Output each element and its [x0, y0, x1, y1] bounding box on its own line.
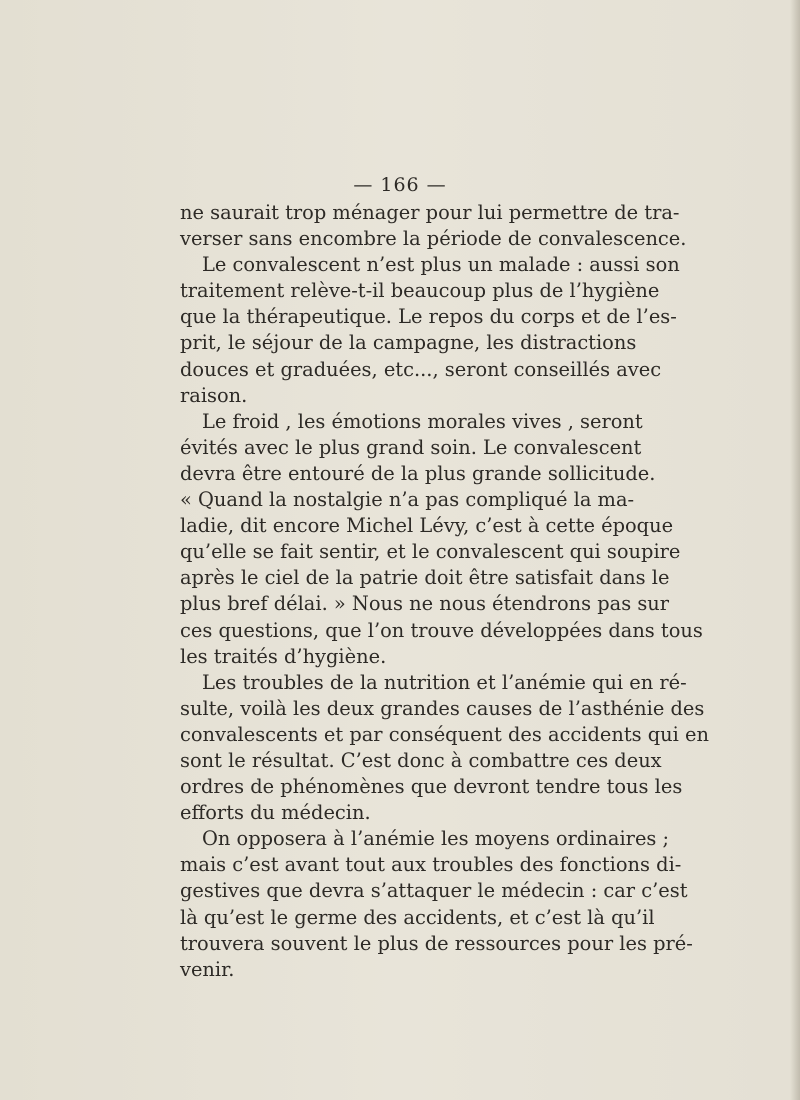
- paragraph: [180, 826, 693, 983]
- paragraph: [180, 252, 680, 409]
- text-line: ne saurait trop ménager pour lui permettre de tra-: [180, 201, 680, 224]
- page-number: — 166 —: [353, 174, 447, 196]
- text-line: verser sans encombre la période de convalescence.: [180, 227, 687, 251]
- text-line: Les troubles de la nutrition et l’anémie qui en ré-: [202, 670, 687, 694]
- text-line: que la thérapeutique. Le repos du corps et de l’es-: [180, 305, 677, 329]
- text-line: sont le résultat. C’est donc à combattre ces deux: [180, 748, 662, 772]
- text-line: évités avec le plus grand soin. Le convalescent: [180, 435, 642, 459]
- text-line: là qu’est le germe des accidents, et c’est là qu’il: [180, 905, 655, 929]
- text-line: traitement relève-t-il beaucoup plus de l’hygiène: [180, 279, 660, 303]
- text-line: Le froid , les émotions morales vives , seront: [202, 409, 643, 433]
- text-line: convalescents et par conséquent des accidents qui en: [180, 722, 710, 746]
- text-line: Le convalescent n’est plus un malade : aussi son: [202, 253, 680, 277]
- text-line: prit, le séjour de la campagne, les distractions: [180, 331, 637, 355]
- paragraph: [180, 670, 710, 827]
- paragraph: [180, 409, 703, 670]
- body-text: [180, 200, 710, 983]
- text-line: devra être entouré de la plus grande sollicitude.: [180, 461, 656, 485]
- text-line: raison.: [180, 383, 248, 407]
- text-line: les traités d’hygiène.: [180, 644, 387, 668]
- text-line: trouvera souvent le plus de ressources pour les pré-: [180, 931, 693, 955]
- text-line: ladie, dit encore Michel Lévy, c’est à cette époque: [180, 514, 674, 538]
- text-line: venir.: [180, 957, 235, 981]
- text-line: mais c’est avant tout aux troubles des fonctions di-: [180, 853, 682, 877]
- text-line: plus bref délai. » Nous ne nous étendrons pas sur: [180, 592, 670, 616]
- text-line: « Quand la nostalgie n’a pas compliqué la ma-: [180, 488, 635, 512]
- text-line: efforts du médecin.: [180, 801, 371, 825]
- text-line: gestives que devra s’attaquer le médecin : car c’est: [180, 879, 688, 903]
- text-line: On opposera à l’anémie les moyens ordinaires ;: [202, 827, 670, 851]
- paragraph: [180, 200, 687, 252]
- text-line: qu’elle se fait sentir, et le convalescent qui soupire: [180, 540, 681, 564]
- text-line: après le ciel de la patrie doit être satisfait dans le: [180, 566, 670, 590]
- text-line: sulte, voilà les deux grandes causes de l’asthénie des: [180, 696, 705, 720]
- page-edge-shadow: [790, 0, 800, 1100]
- text-line: ordres de phénomènes que devront tendre tous les: [180, 775, 683, 799]
- text-line: douces et graduées, etc..., seront conseillés avec: [180, 357, 662, 381]
- text-line: ces questions, que l’on trouve développées dans tous: [180, 618, 703, 642]
